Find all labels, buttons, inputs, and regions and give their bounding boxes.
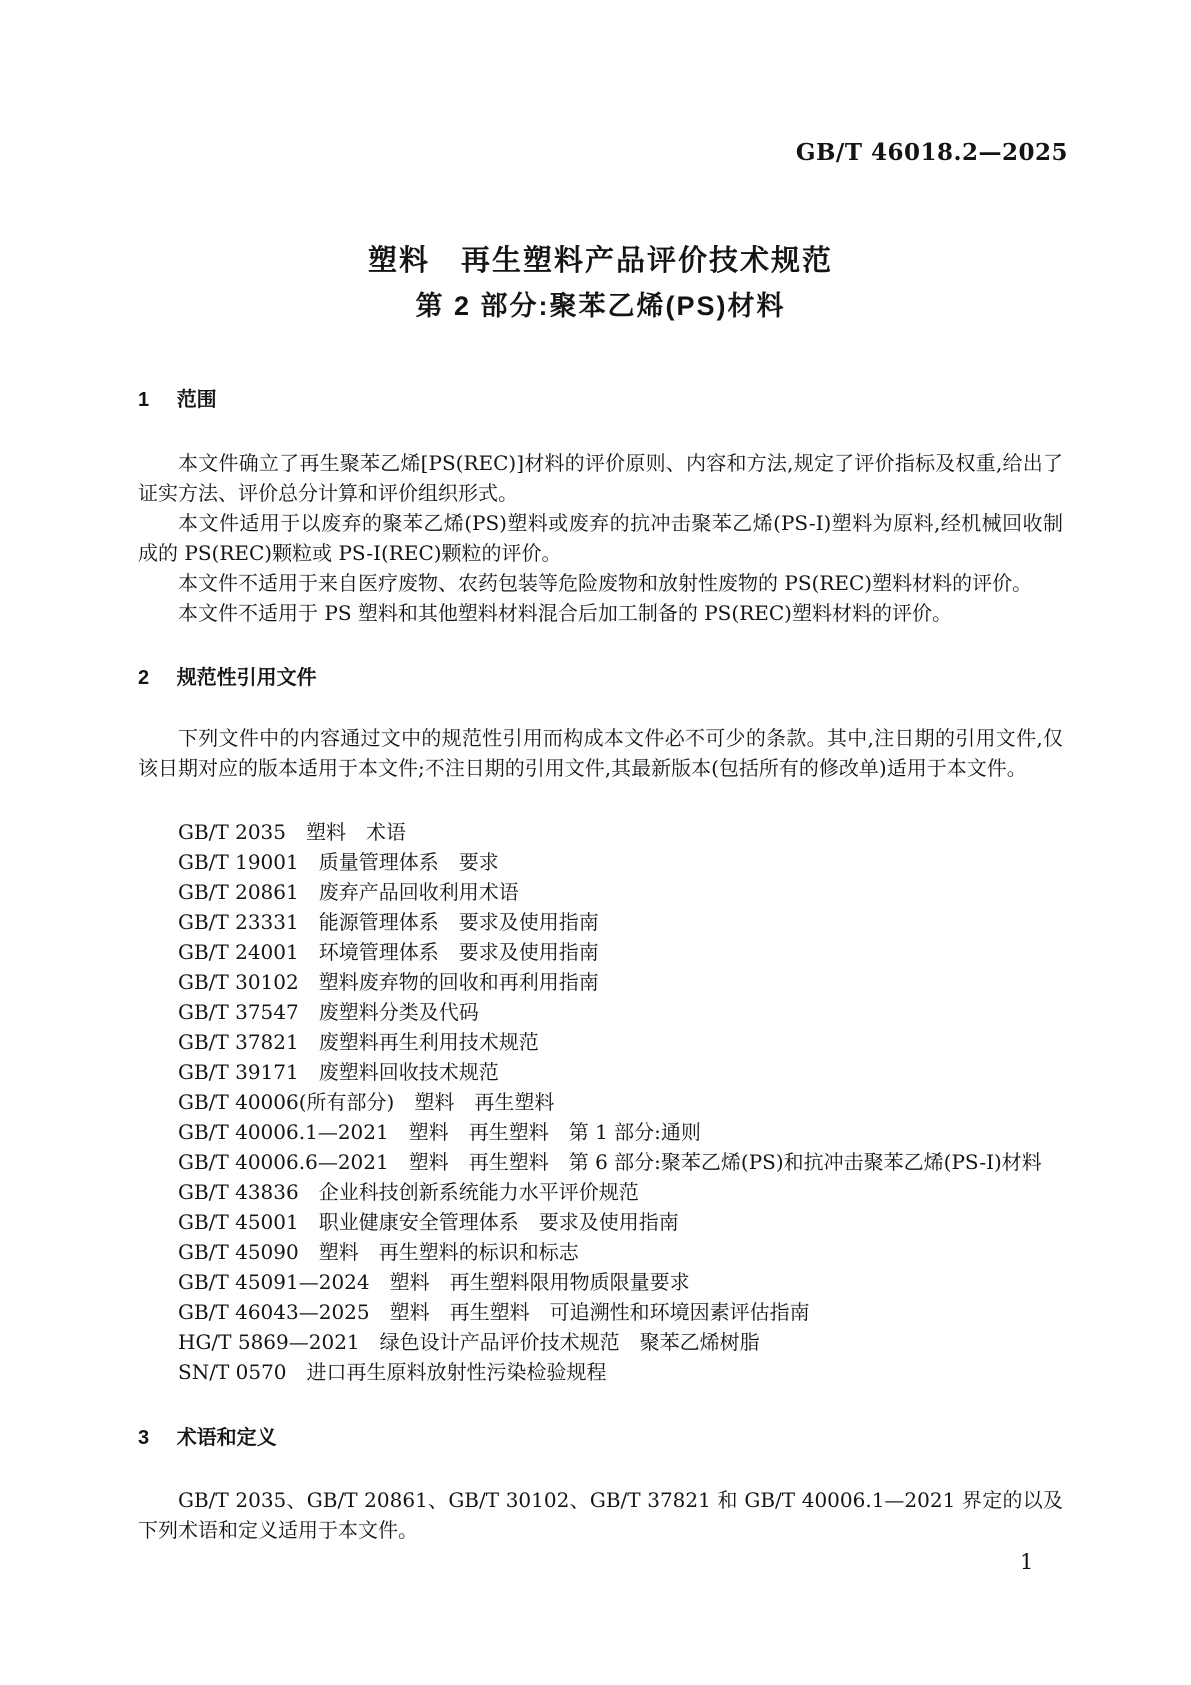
section-3-title: 术语和定义: [176, 1427, 277, 1449]
section-2-number: 2: [138, 667, 150, 689]
normative-reference-item: GB/T 20861 废弃产品回收利用术语: [178, 880, 519, 904]
normative-reference-item: GB/T 2035 塑料 术语: [178, 820, 407, 844]
section-2-heading: [138, 663, 1063, 693]
normative-reference-item: GB/T 40006(所有部分) 塑料 再生塑料: [178, 1090, 555, 1114]
section-1-body: [138, 448, 1063, 628]
section-1-title: 范围: [176, 389, 217, 411]
section-2-intro: [138, 723, 1063, 783]
section-3-paragraph: GB/T 2035、GB/T 20861、GB/T 30102、GB/T 37821 和 GB/T 40006.1—2021 界定的以及下列术语和定义适用于本文件。: [138, 1488, 1063, 1542]
section-1-paragraph: 本文件不适用于来自医疗废物、农药包装等危险废物和放射性废物的 PS(REC)塑料材料的评价。: [178, 571, 1033, 595]
standard-number-header: GB/T 46018.2—2025: [795, 139, 1068, 166]
normative-reference-item: GB/T 24001 环境管理体系 要求及使用指南: [178, 940, 599, 964]
normative-reference-item: GB/T 19001 质量管理体系 要求: [178, 850, 499, 874]
section-1-heading: [138, 385, 1063, 415]
section-1-paragraph: 本文件适用于以废弃的聚苯乙烯(PS)塑料或废弃的抗冲击聚苯乙烯(PS-I)塑料为原料,经机械回收制成的 PS(REC)颗粒或 PS-I(REC)颗粒的评价。: [138, 511, 1063, 565]
document-title-line2: 第 2 部分:聚苯乙烯(PS)材料: [415, 291, 786, 321]
section-3-number: 3: [138, 1427, 150, 1449]
normative-reference-item: GB/T 39171 废塑料回收技术规范: [178, 1060, 499, 1084]
normative-reference-item: GB/T 40006.1—2021 塑料 再生塑料 第 1 部分:通则: [178, 1120, 701, 1144]
page-number: 1: [1020, 1550, 1034, 1574]
normative-reference-item: GB/T 45001 职业健康安全管理体系 要求及使用指南: [178, 1210, 679, 1234]
normative-reference-item: GB/T 37547 废塑料分类及代码: [178, 1000, 479, 1024]
section-2-title: 规范性引用文件: [176, 667, 317, 689]
section-2-paragraph: 下列文件中的内容通过文中的规范性引用而构成本文件必不可少的条款。其中,注日期的引用文件,仅该日期对应的版本适用于本文件;不注日期的引用文件,其最新版本(包括所有的修改单)适用于本文件。: [138, 726, 1063, 780]
normative-reference-item: GB/T 40006.6—2021 塑料 再生塑料 第 6 部分:聚苯乙烯(PS)和抗冲击聚苯乙烯(PS-I)材料: [178, 1150, 1042, 1174]
normative-reference-item: HG/T 5869—2021 绿色设计产品评价技术规范 聚苯乙烯树脂: [178, 1330, 760, 1354]
document-title-line1: 塑料 再生塑料产品评价技术规范: [367, 245, 833, 277]
section-1-paragraph: 本文件不适用于 PS 塑料和其他塑料材料混合后加工制备的 PS(REC)塑料材料的评价。: [178, 601, 952, 625]
section-3-heading: [138, 1423, 1063, 1453]
normative-reference-item: GB/T 45090 塑料 再生塑料的标识和标志: [178, 1240, 579, 1264]
normative-reference-item: GB/T 37821 废塑料再生利用技术规范: [178, 1030, 539, 1054]
normative-reference-item: GB/T 23331 能源管理体系 要求及使用指南: [178, 910, 599, 934]
normative-reference-item: GB/T 43836 企业科技创新系统能力水平评价规范: [178, 1180, 639, 1204]
normative-reference-item: GB/T 30102 塑料废弃物的回收和再利用指南: [178, 970, 599, 994]
section-1-number: 1: [138, 389, 150, 411]
normative-reference-item: SN/T 0570 进口再生原料放射性污染检验规程: [178, 1360, 607, 1384]
section-1-paragraph: 本文件确立了再生聚苯乙烯[PS(REC)]材料的评价原则、内容和方法,规定了评价指标及权重,给出了证实方法、评价总分计算和评价组织形式。: [138, 451, 1063, 505]
section-3-body: [138, 1485, 1063, 1545]
normative-reference-item: GB/T 45091—2024 塑料 再生塑料限用物质限量要求: [178, 1270, 690, 1294]
normative-reference-item: GB/T 46043—2025 塑料 再生塑料 可追溯性和环境因素评估指南: [178, 1300, 810, 1324]
document-title: [138, 239, 1063, 329]
normative-references-list: [138, 817, 1063, 1387]
